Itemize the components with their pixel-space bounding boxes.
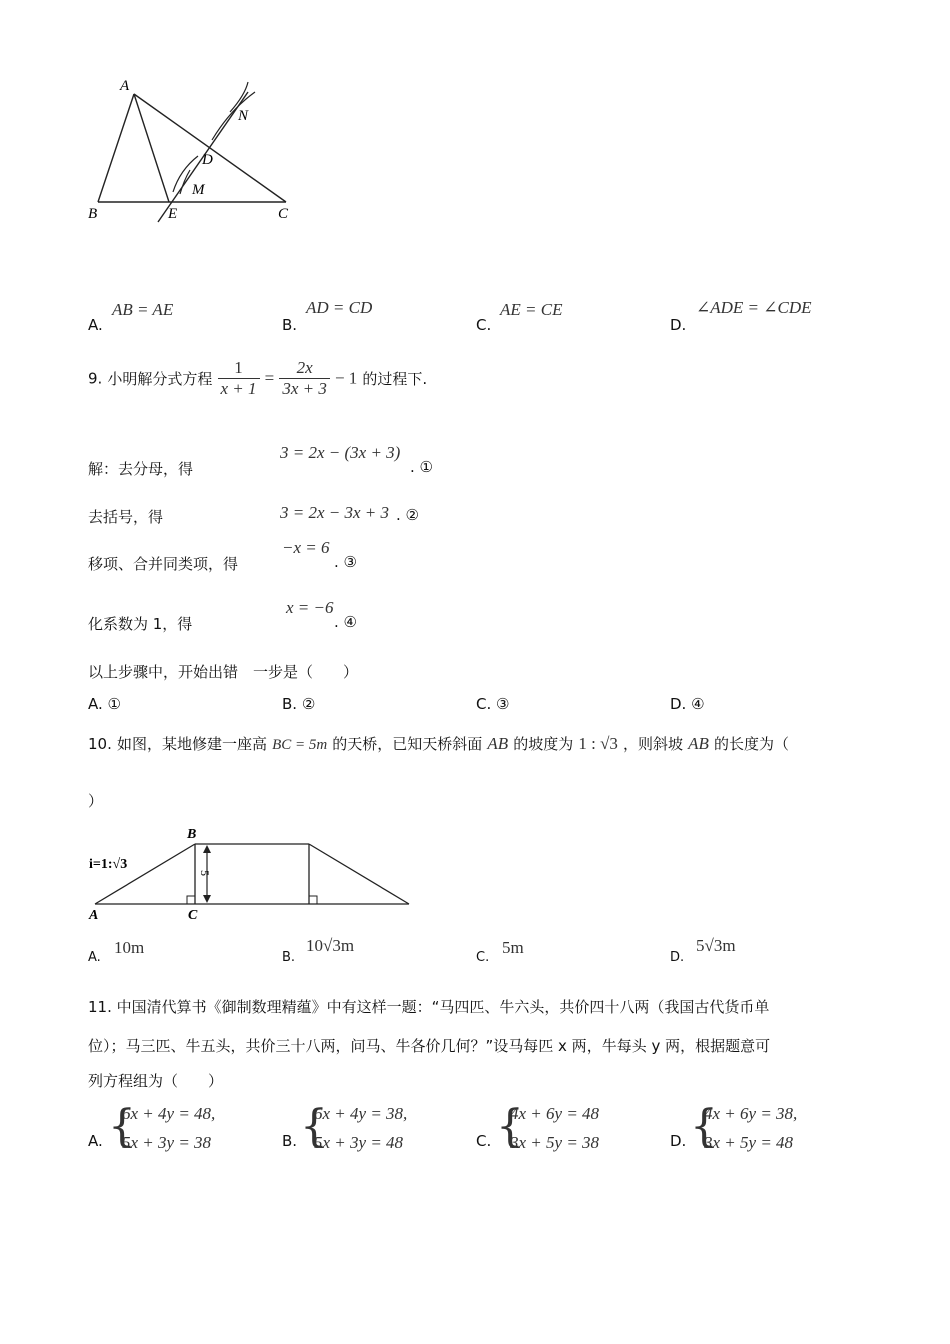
q8-option-d-label: D. — [670, 316, 687, 334]
q10-math-bc: BC = 5m — [272, 737, 328, 753]
q11-line-1: 11. 中国清代算书《御制数理精蕴》中有这样一题：“马四匹、牛六头，共价四十八两（我国古代货币单 — [88, 998, 770, 1016]
q9-option-d: D. ④ — [670, 695, 705, 713]
slope-ab — [95, 844, 195, 904]
q11-option-d-brace: { — [690, 1101, 718, 1152]
q9-option-b: B. ② — [282, 695, 316, 713]
q10-option-b-math: 10√3m — [306, 936, 355, 955]
q9-step-2-text: 去括号，得 — [88, 508, 164, 526]
label-b: B — [187, 827, 197, 842]
q9-step-1-math: 3 = 2x − (3x + 3) — [280, 443, 401, 462]
q10-stem — [88, 733, 789, 754]
triangle-construction-figure — [80, 70, 320, 230]
label-n: N — [238, 108, 249, 124]
arc-upper — [212, 92, 255, 140]
q11-line-2: 位）；马三匹、牛五头，共价三十八两，问马、牛各价几何？”设马每匹 x 两，牛每头 y 两，根据题意可 — [88, 1037, 771, 1055]
q9-minus-one: − 1 — [334, 368, 358, 388]
q9-step-2-mark: . ② — [396, 506, 419, 524]
q9-option-a: A. ① — [88, 695, 121, 713]
q9-fraction-1 — [218, 358, 260, 399]
height-label: 5 — [198, 870, 212, 876]
q11-option-b-label: B. — [282, 1132, 298, 1150]
dimension-arrow-top — [203, 845, 211, 853]
q9-step-3-text: 移项、合并同类项，得 — [88, 555, 239, 573]
q8-option-b-label: B. — [282, 316, 298, 334]
edge-ae — [134, 94, 169, 202]
q10-math-slope: 1 : √3 — [578, 734, 618, 753]
q11-line-3: 列方程组为（ ） — [88, 1072, 224, 1090]
q10-text-4: ，则斜坡 — [623, 735, 684, 753]
q10-math-ab-2: AB — [688, 734, 709, 753]
q9-option-c: C. ③ — [476, 695, 510, 713]
q11-option-a-eq1: 6x + 4y = 48, — [122, 1104, 216, 1123]
q9-step-4-text: 化系数为 1，得 — [88, 615, 193, 633]
q11-option-a-brace: { — [108, 1101, 136, 1152]
q11-option-c-label: C. — [476, 1132, 492, 1150]
q9-equals: = — [264, 368, 275, 388]
right-angle-c — [187, 896, 195, 904]
q11-option-b-brace: { — [300, 1101, 328, 1152]
q9-step-1-text: 解：去分母，得 — [88, 460, 194, 478]
dimension-arrow-bottom — [203, 895, 211, 903]
q11-option-b-eq1: 6x + 4y = 38, — [314, 1104, 408, 1123]
q9-stem — [88, 358, 427, 408]
q9-intro: 小明解分式方程 — [107, 370, 213, 388]
label-a: A — [120, 78, 130, 94]
q10-option-b-label: B. — [282, 950, 296, 965]
label-m: M — [192, 182, 205, 198]
q9-step-3-math: −x = 6 — [282, 538, 330, 557]
q8-option-a-math: AB = AE — [112, 300, 174, 319]
label-c: C — [188, 908, 198, 922]
q10-number: 10. — [88, 735, 112, 753]
q9-step-3-mark: . ③ — [334, 553, 357, 571]
q9-frac2-num: 2x — [279, 358, 330, 379]
q10-close-paren: ） — [88, 792, 104, 810]
q10-option-d-math: 5√3m — [696, 936, 736, 955]
q11-option-a-label: A. — [88, 1132, 103, 1150]
q9-tail: 的过程下. — [362, 370, 428, 388]
q9-frac1-den: x + 1 — [220, 379, 257, 398]
q11-option-c-eq1: 4x + 6y = 48 — [510, 1104, 600, 1123]
q8-option-c-label: C. — [476, 316, 492, 334]
q9-step-1-mark: . ① — [410, 458, 433, 476]
label-d: D — [202, 152, 213, 168]
q11-option-c-brace: { — [496, 1101, 524, 1152]
label-b: B — [88, 206, 98, 222]
q11-option-c-eq2: 3x + 5y = 38 — [510, 1133, 600, 1152]
q9-step-2-math: 3 = 2x − 3x + 3 — [280, 503, 390, 522]
q10-option-c-math: 5m — [502, 938, 524, 957]
q11-option-d-eq2: 3x + 5y = 48 — [704, 1133, 794, 1152]
q10-math-ab-1: AB — [487, 734, 509, 753]
q11-option-d-label: D. — [670, 1132, 687, 1150]
label-a: A — [89, 908, 99, 922]
q10-text-3: 的坡度为 — [513, 735, 574, 753]
q8-option-d-math: ∠ADE = ∠CDE — [696, 298, 812, 317]
q10-option-c-label: C. — [476, 950, 490, 965]
q10-text-2: 的天桥，已知天桥斜面 — [332, 735, 483, 753]
slope-right — [309, 844, 409, 904]
q8-option-b-math: AD = CD — [306, 298, 373, 317]
q8-option-c-math: AE = CE — [500, 300, 563, 319]
q9-fraction-2 — [279, 358, 330, 399]
q8-option-a-label: A. — [88, 316, 103, 334]
right-angle-right — [309, 896, 317, 904]
q11-option-d-eq1: 4x + 6y = 38, — [704, 1104, 798, 1123]
q10-text-1: 如图，某地修建一座高 — [116, 735, 267, 753]
q10-option-d-label: D. — [670, 950, 685, 965]
q10-option-a-math: 10m — [114, 938, 145, 957]
slope-ratio-label: i=1:√3 — [89, 857, 128, 872]
q9-question: 以上步骤中，开始出错 一步是（ ） — [88, 663, 359, 681]
edge-ab — [98, 94, 134, 202]
label-e: E — [168, 206, 178, 222]
q9-number: 9. — [88, 369, 103, 388]
q9-frac2-den: 3x + 3 — [282, 379, 327, 398]
q9-frac1-num: 1 — [218, 358, 260, 379]
q10-option-a-label: A. — [88, 950, 101, 965]
q9-step-4-math: x = −6 — [286, 598, 334, 617]
q11-option-a-eq2: 5x + 3y = 38 — [122, 1133, 212, 1152]
q10-text-5: 的长度为（ — [714, 735, 790, 753]
q9-step-4-mark: . ④ — [334, 613, 357, 631]
label-c: C — [278, 206, 289, 222]
q11-option-b-eq2: 5x + 3y = 48 — [314, 1133, 404, 1152]
bridge-figure — [85, 822, 415, 922]
